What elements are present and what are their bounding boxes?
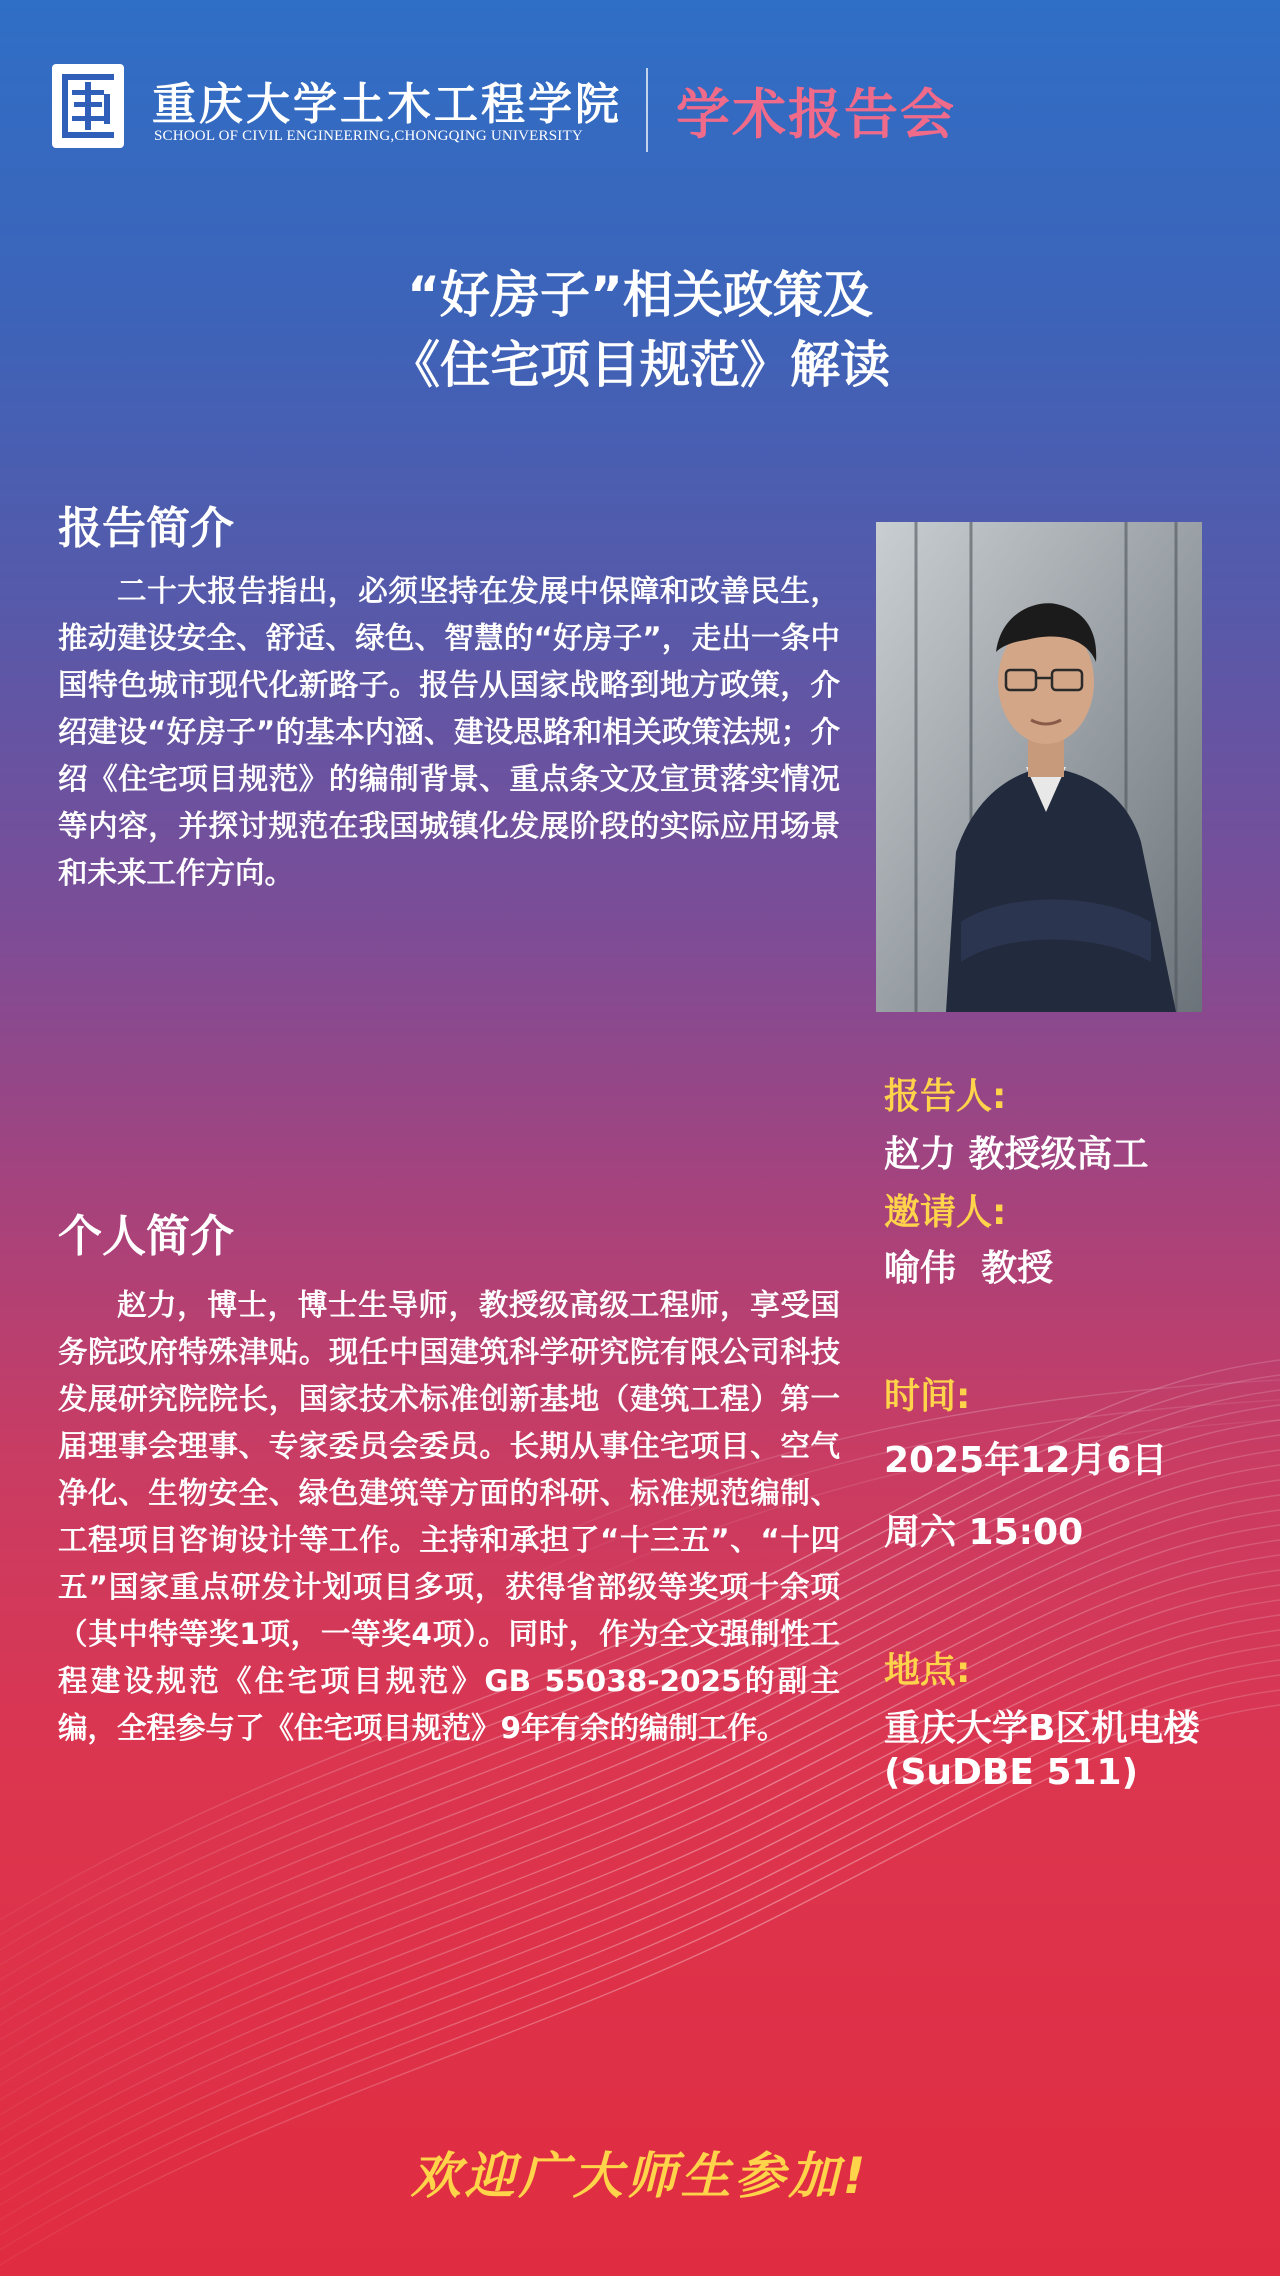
event-type: 学术报告会 [676, 83, 956, 146]
university-logo-icon [52, 64, 124, 148]
school-name-cn: 重庆大学土木工程学院 [152, 79, 622, 130]
personal-intro-text: 赵力，博士，博士生导师，教授级高级工程师，享受国务院政府特殊津贴。现任中国建筑科学研究院有限公司科技发展研究院院长，国家技术标准创新基地（建筑工程）第一届理事会理事、专家委员会委员。长期从事住宅项目、空气净化、生物安全、绿色建筑等方面的科研、标准规范编制、工程项目咨询设计等工作。主持和承担了“十三五”、“十四五”国家重点研发计划项目多项，获得省部级等奖项十余项（其中特等奖1项，一等奖4项）。同时，作为全文强制性工程建设规范《住宅项目规范》GB 55038-2025的副主编，全程参与了《住宅项目规范》9年有余的编制工作。 [58, 1288, 840, 1745]
speaker-name: 赵力 教授级高工 [884, 1134, 1149, 1175]
location-label: 地点: [884, 1650, 971, 1691]
time-label: 时间: [884, 1376, 971, 1417]
inviter-label: 邀请人: [884, 1192, 1007, 1233]
report-intro-heading: 报告简介 [58, 503, 234, 554]
talk-title-line1: “好房子”相关政策及 [407, 266, 873, 324]
location-line1: 重庆大学B区机电楼 [884, 1708, 1200, 1749]
header-divider [646, 68, 648, 152]
report-intro-text: 二十大报告指出，必须坚持在发展中保障和改善民生，推动建设安全、舒适、绿色、智慧的“好房子”，走出一条中国特色城市现代化新路子。报告从国家战略到地方政策，介绍建设“好房子”的基本内涵、建设思路和相关政策法规；介绍《住宅项目规范》的编制背景、重点条文及宣贯落实情况等内容，并探讨规范在我国城镇化发展阶段的实际应用场景和未来工作方向。 [58, 574, 840, 890]
speaker-label: 报告人: [884, 1076, 1007, 1117]
school-name-en: SCHOOL OF CIVIL ENGINEERING,CHONGQING UNIVERSITY [154, 128, 583, 144]
welcome-message: 欢迎广大师生参加! [410, 2147, 870, 2205]
personal-intro-heading: 个人简介 [58, 1211, 234, 1262]
event-weekday-time: 周六 15:00 [884, 1512, 1084, 1553]
speaker-portrait [876, 522, 1202, 1012]
event-date: 2025年12月6日 [884, 1440, 1168, 1481]
talk-title-line2: 《住宅项目规范》解读 [390, 336, 890, 394]
header [52, 62, 1232, 152]
inviter-name: 喻伟 教授 [884, 1248, 1054, 1289]
location-line2: (SuDBE 511) [884, 1752, 1139, 1793]
